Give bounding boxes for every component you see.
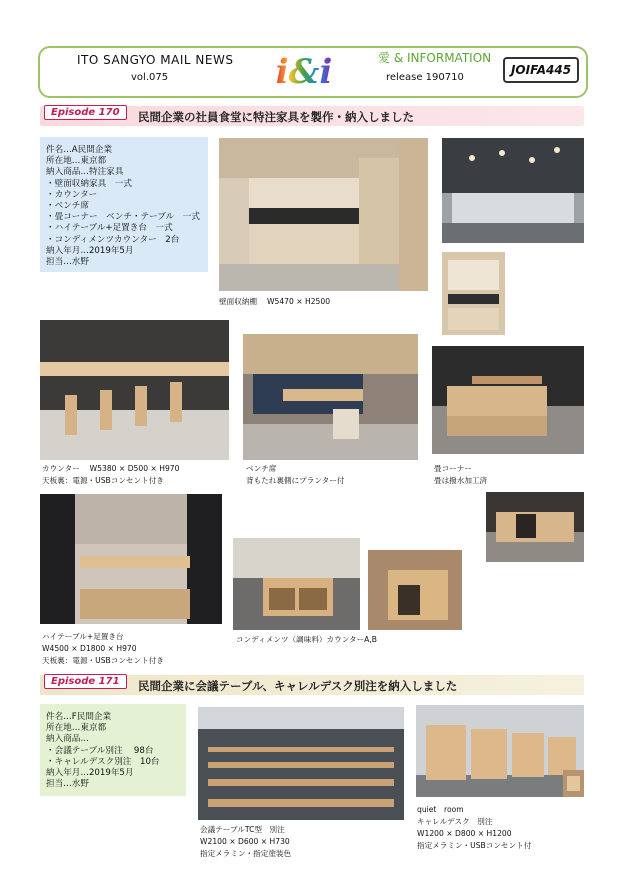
carrel-caption-2: キャレルデスク 別注 <box>417 817 493 826</box>
info-line: ・畳コーナー ベンチ・テーブル 一式 <box>46 212 200 223</box>
info-line: 担当…水野 <box>46 779 89 790</box>
info-line: ・コンディメンツカウンター 2台 <box>46 234 180 245</box>
ceiling-hall-photo <box>442 138 584 243</box>
conference-caption-3: 指定メラミン・指定塗装色 <box>200 849 292 858</box>
carrel-desk-photo <box>416 705 584 797</box>
release-label: release 190710 <box>386 72 464 83</box>
wall-storage-photo <box>219 138 428 291</box>
info-line: ・会議テーブル別注 98台 <box>46 745 154 756</box>
episode-171-title: 民間企業に会議テーブル、キャレルデスク別注を納入しました <box>138 679 458 693</box>
publication-name: ITO SANGYO MAIL NEWS <box>77 53 234 67</box>
conference-tables-photo <box>198 707 404 820</box>
tatami-caption-1: 畳コーナー <box>434 464 472 473</box>
episode-170-tag: Episode 170 <box>44 105 127 120</box>
episode-171-info-box <box>40 704 186 796</box>
info-line: ・キャレルデスク別注 10台 <box>46 756 160 767</box>
carrel-caption-3: W1200 × D800 × H1200 <box>417 829 512 838</box>
info-line: 納入商品… <box>46 734 89 745</box>
counter-photo <box>40 320 229 460</box>
wall-storage-caption: 壁面収納棚 W5470 × H2500 <box>219 297 331 306</box>
conference-caption-1: 会議テーブルTC型 別注 <box>200 825 285 834</box>
logo-text: i&i <box>275 52 333 90</box>
high-table-caption-2: W4500 × D1800 × H970 <box>42 644 137 653</box>
episode-170-title: 民間企業の社員食堂に特注家具を製作・納入しました <box>138 110 414 124</box>
cabinet-photo <box>442 252 505 335</box>
condiments-caption: コンディメンツ（調味料）カウンターA,B <box>236 635 377 644</box>
high-table-photo <box>40 494 222 624</box>
info-line: 納入年月…2019年5月 <box>46 768 134 779</box>
counter-caption-2: 天板裏：電源・USBコンセント付き <box>42 476 164 485</box>
info-line: ・壁面収納家具 一式 <box>46 178 132 189</box>
carrel-detail-photo <box>563 770 584 797</box>
episode-171-tag: Episode 171 <box>44 674 127 689</box>
info-line: 件名…A民間企業 <box>46 145 113 155</box>
info-line: 所在地…東京都 <box>46 723 107 734</box>
info-line: 納入年月…2019年5月 <box>46 245 134 256</box>
tatami-caption-2: 畳は撥水加工済 <box>434 476 488 485</box>
bench-caption-2: 背もたれ裏側にプランター付 <box>246 476 345 485</box>
bench-caption-1: ベンチ席 <box>246 464 277 473</box>
volume-number: vol.075 <box>131 72 169 83</box>
info-line: ・カウンター <box>46 189 98 200</box>
info-line: ・ハイテーブル+足置き台 一式 <box>46 223 173 234</box>
info-line: 担当…水野 <box>46 257 89 268</box>
info-line: 件名…F民間企業 <box>46 712 112 722</box>
tatami-corner-photo <box>432 346 584 454</box>
episode-170-info-box <box>40 137 208 272</box>
info-line: 納入商品…特注家具 <box>46 167 124 178</box>
ai-information-label: 愛 & INFORMATION <box>378 51 492 65</box>
ii-logo <box>258 50 350 90</box>
bench-seat-photo <box>243 334 418 460</box>
condiment-counter-b-photo <box>368 550 462 630</box>
info-line: ・ベンチ席 <box>46 201 89 212</box>
carrel-caption-4: 指定メラミン・USBコンセント付 <box>417 841 532 850</box>
high-table-caption-1: ハイテーブル+足置き台 <box>42 632 124 641</box>
conference-caption-2: W2100 × D600 × H730 <box>200 837 290 846</box>
info-line: 所在地…東京都 <box>46 156 107 167</box>
counter-caption-1: カウンター W5380 × D500 × H970 <box>42 464 180 473</box>
condiment-counter-a-photo <box>233 538 360 630</box>
tatami-storage-photo <box>486 492 584 562</box>
high-table-caption-3: 天板裏：電源・USBコンセント付き <box>42 656 164 665</box>
carrel-caption-1: quiet room <box>417 805 464 814</box>
joifa-badge: JOIFA445 <box>503 57 579 83</box>
